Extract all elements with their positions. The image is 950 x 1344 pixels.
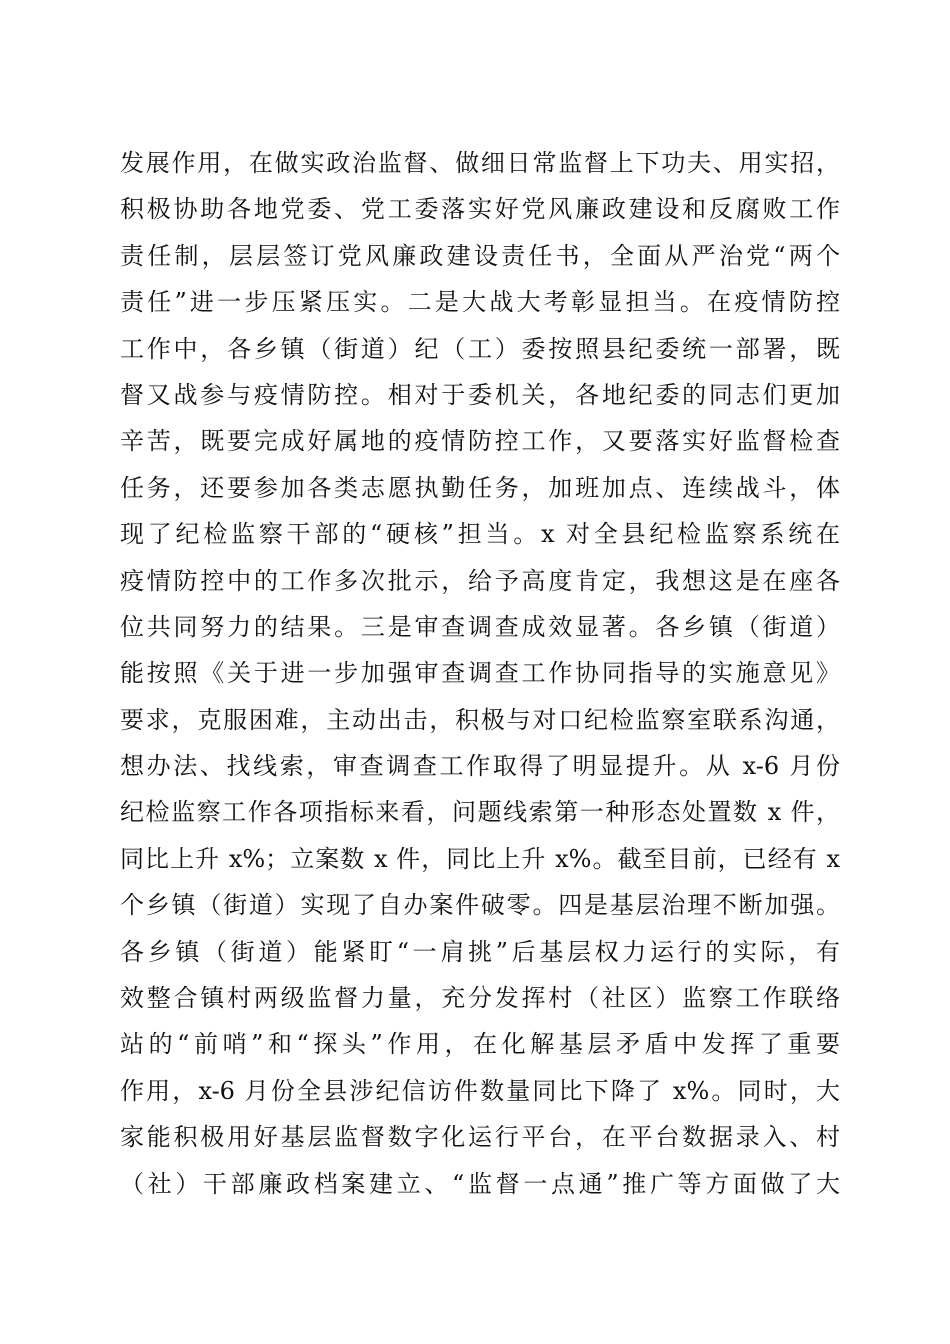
text-line: 能按照《关于进一步加强审查调查工作协同指导的实施意见》 <box>120 659 840 688</box>
text-line: 想办法、找线索，审查调查工作取得了明显提升。从 x-6 月份 <box>120 752 840 781</box>
text-line: 积极协助各地党委、党工委落实好党风廉政建设和反腐败工作 <box>120 195 840 224</box>
text-line: 个乡镇（街道）实现了自办案件破零。四是基层治理不断加强。 <box>120 891 840 920</box>
text-line: 工作中，各乡镇（街道）纪（工）委按照县纪委统一部署，既 <box>120 334 840 363</box>
text-line: 发展作用，在做实政治监督、做细日常监督上下功夫、用实招， <box>120 149 840 177</box>
text-line: 站的“前哨”和“探头”作用，在化解基层矛盾中发挥了重要 <box>120 1030 840 1059</box>
text-line: 各乡镇（街道）能紧盯“一肩挑”后基层权力运行的实际，有 <box>120 937 840 966</box>
text-line: 家能积极用好基层监督数字化运行平台，在平台数据录入、村 <box>120 1123 840 1152</box>
body-paragraph <box>120 140 840 1207</box>
text-line: 督又战参与疫情防控。相对于委机关，各地纪委的同志们更加 <box>120 380 840 409</box>
text-line: 作用，x-6 月份全县涉纪信访件数量同比下降了 x%。同时，大 <box>120 1076 840 1105</box>
text-line: 要求，克服困难，主动出击，积极与对口纪检监察室联系沟通， <box>120 705 840 734</box>
text-line: 责任制，层层签订党风廉政建设责任书，全面从严治党“两个 <box>120 241 840 270</box>
text-line: 现了纪检监察干部的“硬核”担当。x 对全县纪检监察系统在 <box>120 520 840 549</box>
text-line: 疫情防控中的工作多次批示，给予高度肯定，我想这是在座各 <box>120 566 840 595</box>
text-line: 责任”进一步压紧压实。二是大战大考彰显担当。在疫情防控 <box>120 288 840 317</box>
text-line: 纪检监察工作各项指标来看，问题线索第一种形态处置数 x 件， <box>120 798 840 827</box>
text-line: 效整合镇村两级监督力量，充分发挥村（社区）监察工作联络 <box>120 984 840 1013</box>
text-line: （社）干部廉政档案建立、“监督一点通”推广等方面做了大 <box>120 1169 840 1198</box>
text-line: 任务，还要参加各类志愿执勤任务，加班加点、连续战斗，体 <box>120 473 840 502</box>
text-line: 同比上升 x%；立案数 x 件，同比上升 x%。截至目前，已经有 x <box>120 844 840 873</box>
text-line: 位共同努力的结果。三是审查调查成效显著。各乡镇（街道） <box>120 612 840 641</box>
text-line: 辛苦，既要完成好属地的疫情防控工作，又要落实好监督检查 <box>120 427 840 456</box>
